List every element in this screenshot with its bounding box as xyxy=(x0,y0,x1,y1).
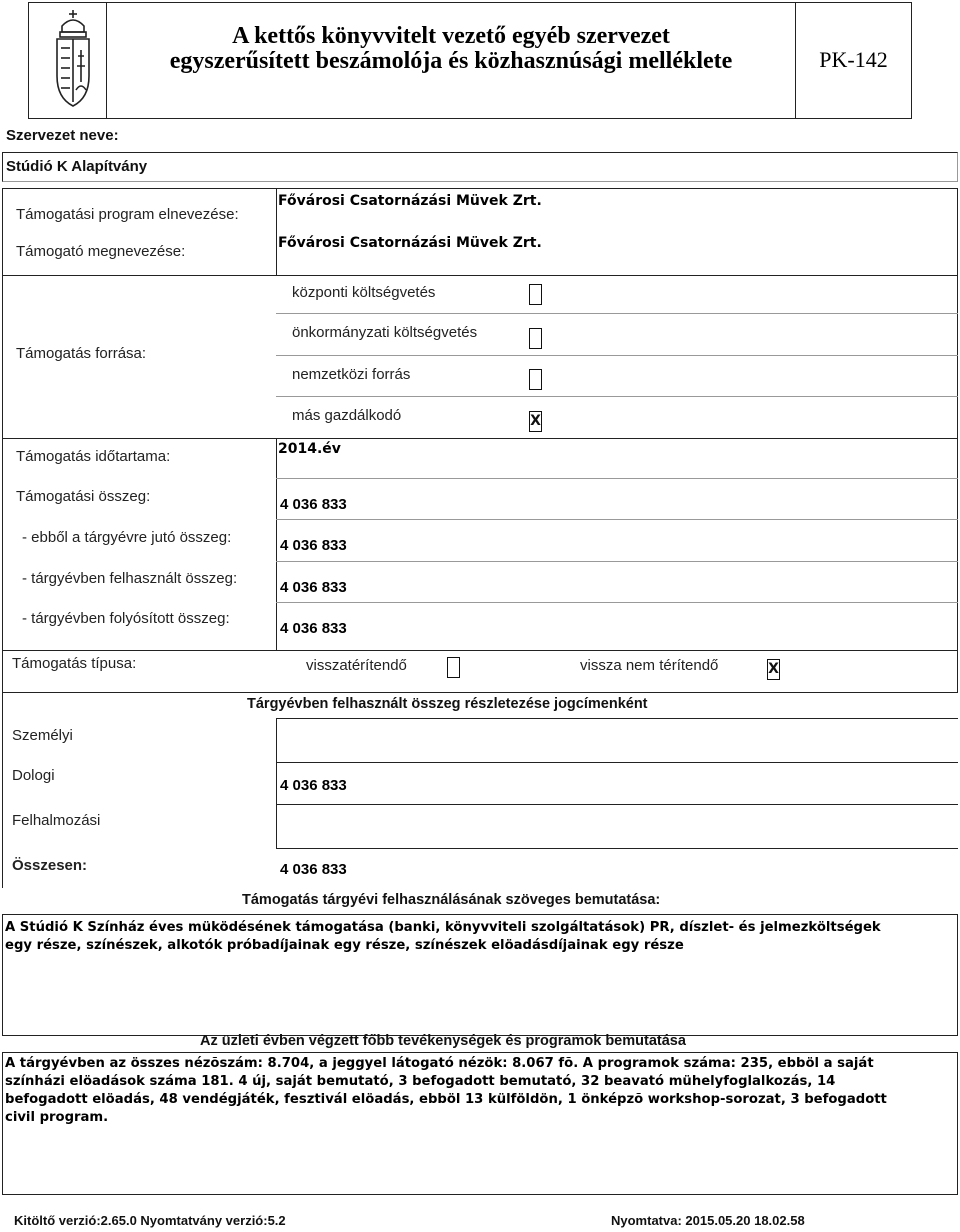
type-nonrefundable-checkbox[interactable]: X xyxy=(767,659,780,680)
total-value: 4 036 833 xyxy=(280,861,347,878)
duration-value: 2014.év xyxy=(278,441,341,457)
current-year-label: - ebből a tárgyévre jutó összeg: xyxy=(22,529,232,546)
current-year-value: 4 036 833 xyxy=(280,537,347,554)
footer-printed: Nyomtatva: 2015.05.20 18.02.58 xyxy=(611,1213,805,1228)
disbursed-value: 4 036 833 xyxy=(280,620,347,637)
activities-title: Az üzleti évben végzett főbb tevékenységek és programok bemutatása xyxy=(200,1033,686,1049)
duration-label: Támogatás időtartama: xyxy=(16,448,171,465)
material-label: Dologi xyxy=(12,767,55,784)
usage-text xyxy=(5,919,955,955)
page-title xyxy=(108,24,794,74)
amount-label: Támogatási összeg: xyxy=(16,488,151,505)
usage-title: Támogatás tárgyévi felhasználásának szöveges bemutatása: xyxy=(242,892,661,908)
org-name-value: Stúdió K Alapítvány xyxy=(6,158,148,175)
used-label: - tárgyévben felhasznált összeg: xyxy=(22,570,238,587)
capital-label: Felhalmozási xyxy=(12,812,101,829)
type-refundable-checkbox[interactable] xyxy=(447,657,460,678)
material-value: 4 036 833 xyxy=(280,777,347,794)
title-line-2: egyszerűsített beszámolója és közhasznúsági melléklete xyxy=(169,48,733,74)
disbursed-label: - tárgyévben folyósított összeg: xyxy=(22,610,230,627)
source-option-other-business: más gazdálkodó xyxy=(292,407,402,424)
usage-line-2: egy része, színészek, alkotók próbadíjainak egy része, színészek elöadásdíjainak egy része xyxy=(5,938,684,953)
program-label: Támogatási program elnevezése: xyxy=(16,206,239,223)
activities-line-3: befogadott elöadás, 48 vendégjáték, fesztivál elöadás, ebböl 13 külföldön, 1 önképzõ workshop-sorozat, 3 befogadott xyxy=(5,1092,887,1107)
source-checkbox-central[interactable] xyxy=(529,284,542,305)
type-nonrefundable-label: vissza nem térítendő xyxy=(580,657,719,674)
source-checkbox-international[interactable] xyxy=(529,369,542,390)
title-line-1: A kettős könyvvitelt vezető egyéb szervezet xyxy=(232,23,670,49)
usage-line-1: A Stúdió K Színház éves müködésének támogatása (banki, könyvviteli szolgáltatások) PR, díszlet- és jelmezköltségek xyxy=(5,920,881,935)
program-value: Fővárosi Csatornázási Müvek Zrt. xyxy=(278,193,542,209)
total-label: Összesen: xyxy=(12,857,88,874)
activities-line-1: A tárgyévben az összes nézõszám: 8.704, a jeggyel látogató nézök: 8.067 fõ. A programok száma: 235, ebböl a saját xyxy=(5,1056,874,1071)
grant-type-label: Támogatás típusa: xyxy=(12,655,137,672)
form-code: PK-142 xyxy=(819,47,888,72)
source-label: Támogatás forrása: xyxy=(16,345,147,362)
source-checkbox-municipal[interactable] xyxy=(529,328,542,349)
source-option-municipal: önkormányzati költségvetés xyxy=(292,324,478,341)
source-option-central: központi költségvetés xyxy=(292,284,436,301)
source-checkbox-other-business[interactable]: X xyxy=(529,411,542,432)
source-option-international: nemzetközi forrás xyxy=(292,366,411,383)
used-value: 4 036 833 xyxy=(280,579,347,596)
footer-version: Kitöltő verzió:2.65.0 Nyomtatvány verzió:5.2 xyxy=(14,1213,286,1228)
org-name-label: Szervezet neve: xyxy=(6,127,119,144)
activities-line-4: civil program. xyxy=(5,1110,109,1125)
breakdown-title: Tárgyévben felhasznált összeg részletezése jogcímenként xyxy=(247,696,648,712)
amount-value: 4 036 833 xyxy=(280,496,347,513)
activities-text xyxy=(5,1055,955,1127)
sponsor-value: Fővárosi Csatornázási Müvek Zrt. xyxy=(278,235,542,251)
coat-of-arms-icon xyxy=(48,6,98,110)
type-refundable-label: visszatérítendő xyxy=(306,657,407,674)
sponsor-label: Támogató megnevezése: xyxy=(16,243,186,260)
activities-line-2: színházi elöadások száma 181. 4 új, saját bemutató, 3 befogadott bemutató, 32 beavató mühelyfoglalkozás, 14 xyxy=(5,1074,836,1089)
personal-label: Személyi xyxy=(12,727,73,744)
